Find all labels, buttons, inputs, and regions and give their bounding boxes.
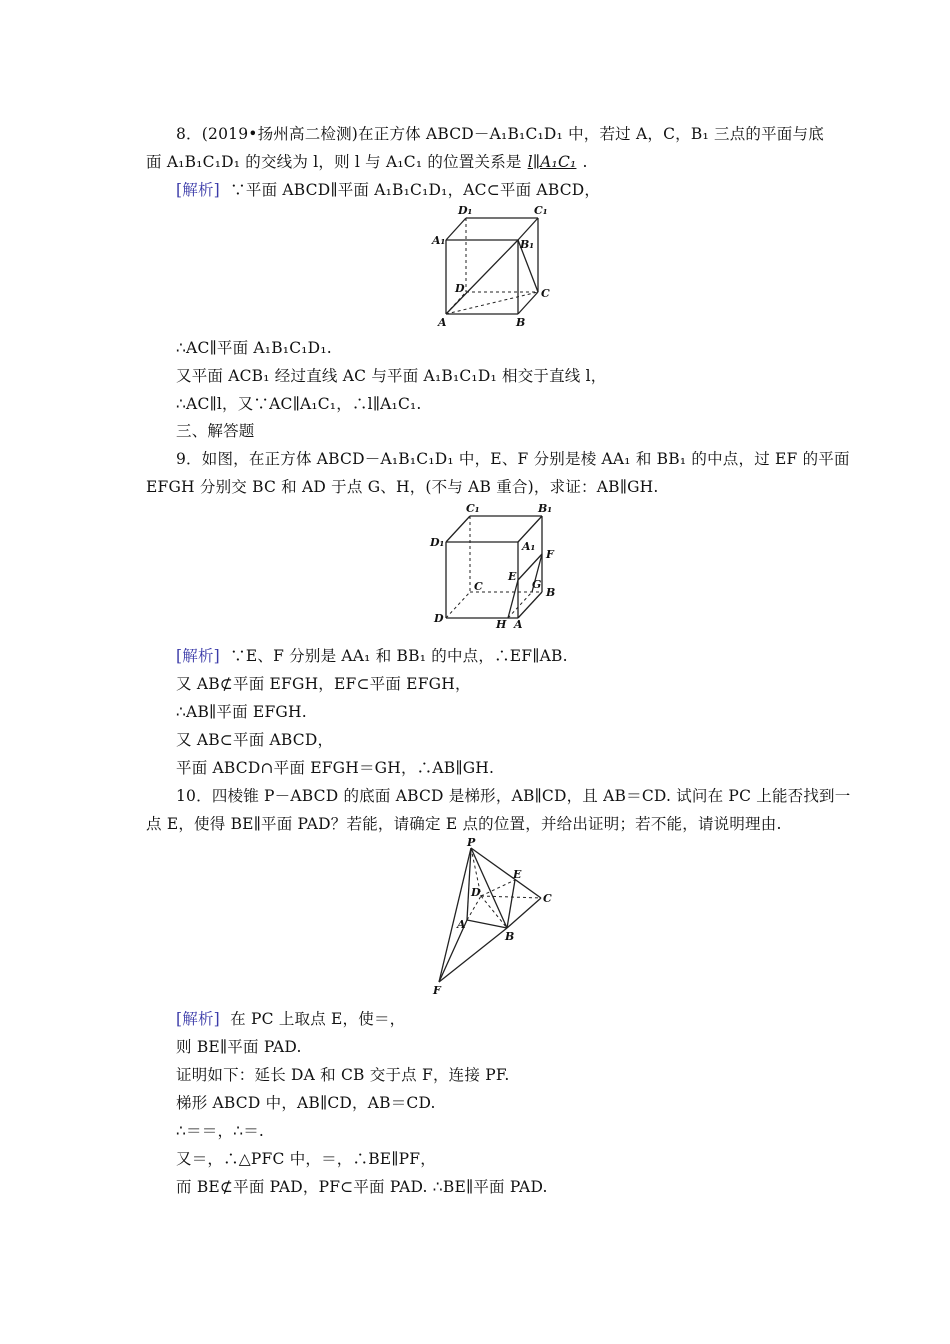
q10-label-d: D xyxy=(471,886,481,899)
q8-solution-line1 xyxy=(176,180,600,200)
q9-solution-step2: 又 AB⊄平面 EFGH，EF⊂平面 EFGH， xyxy=(176,675,471,693)
q9-label-d1: D₁ xyxy=(430,536,445,549)
q10-solution-step3: 证明如下：延长 DA 和 CB 交于点 F，连接 PF. xyxy=(176,1066,510,1084)
q8-label-a1: A₁ xyxy=(432,234,446,247)
q10-solution-line1 xyxy=(176,1009,405,1029)
q9-edge xyxy=(518,592,542,618)
q10-stem-line2: 点 E，使得 BE∥平面 PAD？若能，请确定 E 点的位置，并给出证明；若不能，请说明理由. xyxy=(146,815,782,833)
q8-label-b: B xyxy=(516,316,526,329)
q9-label-e: E xyxy=(508,570,517,583)
q9-solution-step1: ∵E、F 分别是 AA₁ 和 BB₁ 的中点，∴EF∥AB. xyxy=(230,647,568,665)
q10-label-b: B xyxy=(505,930,515,943)
q10-edge-dc xyxy=(481,896,541,898)
q9-label-g: G xyxy=(532,578,542,591)
q9-label-a: A xyxy=(514,618,523,631)
q8-solution-tag: [解析] xyxy=(176,181,220,199)
q9-stem-line1: 9．如图，在正方体 ABCD－A₁B₁C₁D₁ 中，E、F 分别是棱 AA₁ 和 BB₁ 的中点，过 EF 的平面 xyxy=(176,450,850,468)
q9-edge xyxy=(518,516,542,542)
q10-edge-pc xyxy=(471,848,541,898)
q9-solution-tag: [解析] xyxy=(176,647,220,665)
q10-edge-bc xyxy=(507,898,541,928)
q8-diagonal-ab1 xyxy=(446,240,518,314)
q9-label-f: F xyxy=(546,548,554,561)
section-heading: 三、解答题 xyxy=(176,422,255,440)
q10-solution-step7: 而 BE⊄平面 PAD，PF⊂平面 PAD. ∴BE∥平面 PAD. xyxy=(176,1178,548,1196)
q10-label-c: C xyxy=(543,892,552,905)
q10-label-p: P xyxy=(467,836,476,849)
q9-label-c: C xyxy=(474,580,483,593)
q10-solution-step1: 在 PC 上取点 E，使＝， xyxy=(230,1010,406,1028)
q9-label-d: D xyxy=(434,612,444,625)
q10-edge-be xyxy=(507,880,515,928)
q9-label-a1: A₁ xyxy=(522,540,536,553)
q8-edge xyxy=(446,218,466,240)
q8-solution-step2: ∴AC∥平面 A₁B₁C₁D₁. xyxy=(176,339,332,357)
q10-stem-line1: 10．四棱锥 P－ABCD 的底面 ABCD 是梯形，AB∥CD，且 AB＝CD. 试问在 PC 上能否找到一 xyxy=(176,787,851,805)
q8-label-c: C xyxy=(541,287,550,300)
q8-edge xyxy=(518,218,538,240)
q10-label-a: A xyxy=(457,918,466,931)
q8-diagonal-ac xyxy=(446,292,538,314)
q10-label-f: F xyxy=(433,984,441,997)
q8-stem-line2-end: . xyxy=(582,153,588,171)
q10-pyramid-figure xyxy=(425,836,565,996)
q8-cube-figure xyxy=(420,200,570,330)
q8-stem-line1: 8．(2019•扬州高二检测)在正方体 ABCD－A₁B₁C₁D₁ 中，若过 A，C，B₁ 三点的平面与底 xyxy=(176,125,824,143)
q9-solution-step3: ∴AB∥平面 EFGH. xyxy=(176,703,307,721)
q8-stem-line2-text: 面 A₁B₁C₁D₁ 的交线为 l，则 l 与 A₁C₁ 的位置关系是 xyxy=(146,153,522,171)
q10-solution-step6: 又＝，∴△PFC 中，＝，∴BE∥PF， xyxy=(176,1150,436,1168)
q8-label-c1: C₁ xyxy=(534,204,548,217)
q8-stem-line2 xyxy=(146,152,588,172)
q9-solution-step4: 又 AB⊂平面 ABCD， xyxy=(176,731,334,749)
q10-solution-step4: 梯形 ABCD 中，AB∥CD，AB＝CD. xyxy=(176,1094,436,1112)
q9-stem-line2: EFGH 分别交 BC 和 AD 于点 G、H，(不与 AB 重合)，求证：AB∥GH. xyxy=(146,478,659,496)
q9-label-b1: B₁ xyxy=(538,502,553,515)
q9-hidden-edge xyxy=(446,592,470,618)
q10-edge-pf xyxy=(439,848,471,982)
q9-label-b: B xyxy=(546,586,556,599)
q10-solution-step5: ∴＝＝，∴＝. xyxy=(176,1122,265,1140)
q9-solution-line1 xyxy=(176,646,568,666)
q10-label-e: E xyxy=(513,868,522,881)
q8-solution-step3: 又平面 ACB₁ 经过直线 AC 与平面 A₁B₁C₁D₁ 相交于直线 l， xyxy=(176,367,607,385)
q9-label-h: H xyxy=(496,618,507,631)
q10-solution-tag: [解析] xyxy=(176,1010,220,1028)
q8-label-d: D xyxy=(455,282,465,295)
q10-solution-step2: 则 BE∥平面 PAD. xyxy=(176,1038,302,1056)
q9-edge xyxy=(446,516,470,542)
q8-edge xyxy=(518,292,538,314)
q8-label-d1: D₁ xyxy=(458,204,473,217)
q9-cube-figure xyxy=(428,500,568,635)
q8-solution-step1: ∵平面 ABCD∥平面 A₁B₁C₁D₁，AC⊂平面 ABCD， xyxy=(230,181,601,199)
q9-solution-step5: 平面 ABCD∩平面 EFGH＝GH，∴AB∥GH. xyxy=(176,759,495,777)
q10-edge-ad xyxy=(467,896,481,920)
q8-label-a: A xyxy=(438,316,447,329)
q8-answer: l∥A₁C₁ xyxy=(527,153,577,171)
q8-solution-step4: ∴AC∥l，又∵AC∥A₁C₁，∴l∥A₁C₁. xyxy=(176,395,422,413)
q9-label-c1: C₁ xyxy=(466,502,480,515)
q10-edge-bf xyxy=(439,928,507,982)
q8-label-b1: B₁ xyxy=(520,238,535,251)
